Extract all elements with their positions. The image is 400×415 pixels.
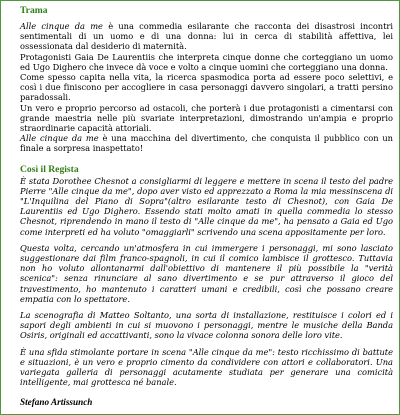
trama-paragraph-1 bbox=[20, 21, 393, 52]
trama-paragraph-1-text: è una commedia esilarante che racconta dei disastrosi incontri sentimentali di un uomo e di una donna: lui in cerca di stabilità affettiva, lei ossessionata dal desiderio di maternità. bbox=[20, 21, 394, 52]
regista-paragraph-1: È stata Dorothee Chesnot a consigliarmi di leggere e mettere in scena il testo del padre Pierre "Alle cinque da me", dopo aver visto ed apprezzato a Roma la mia messinscena di "L'Inquilina del Piano di Sopra"(altro esilarante testo di Chesnot), con Gaia De Laurentiis ed Ugo Dighero. Essendo stati molto amati in quella commedia lo stesso Chesnot, riprendendo in mano il testo di "Alle cinque da me", ha pensato a Gaia ed Ugo come interpreti ed ha voluto "omaggiarli" scrivendo una scena appositamente per loro. bbox=[20, 175, 393, 237]
title-reference: Alle cinque da me bbox=[20, 21, 103, 31]
trama-paragraph-2: Protagonisti Gaia De Laurentiis che interpreta cinque donne che corteggiano un uomo ed Ugo Dighero che invece dà voce e volto a cinque uomini che corteggiano una donna. bbox=[20, 51, 393, 72]
trama-paragraph-4: Un vero e proprio percorso ad ostacoli, che porterà i due protagonisti a cimentarsi con grande maestria nelle più svariate interpretazioni, dimostrando un'ampia e proprio straordinarie capacità attoriali. bbox=[20, 102, 393, 134]
regista-paragraph-4: È una sfida stimolante portare in scena "Alle cinque da me": testo ricchissimo di battute e situazioni, è un vero e proprio cimento da condividere con attori e collaboratori. Una variegata galleria di personaggi acutamente studiata per generare una comicità intelligente, mai grottesca né banale. bbox=[20, 346, 393, 388]
trama-paragraph-5-text: è una macchina del divertimento, che conquista il pubblico con un finale a sorpresa inaspettato! bbox=[20, 133, 393, 154]
regista-paragraph-2: Questa volta, cercando un'atmosfera in cui immergere i personaggi, mi sono lasciato suggestionare dai film franco-spagnoli, in cui il comico lambisce il grottesco. Tuttavia non ho voluto allontanarmi dall'obiettivo di mantenere il più possibile la "verità scenica": senza rinunciare al sano divertimento e se pur attraverso il gioco del travestimento, ho mantenuto i caratteri umani e credibili, così che possano creare empatia con lo spettatore. bbox=[20, 242, 393, 304]
regista-paragraph-3: La scenografia di Matteo Soltanto, una sorta di installazione, restituisce i colori ed i sapori degli ambienti in cui si muovono i personaggi, mentre le musiche della Banda Osiris, originali ed accattivanti, sono la vivace colonna sonora delle loro vite. bbox=[20, 310, 393, 341]
regista-section bbox=[20, 164, 393, 407]
director-signature: Stefano Artissunch bbox=[20, 396, 93, 407]
regista-heading: Così il Regista bbox=[20, 163, 79, 175]
section-spacer bbox=[20, 154, 393, 164]
trama-heading: Trama bbox=[20, 5, 48, 16]
trama-paragraph-5 bbox=[20, 133, 393, 153]
content bbox=[1, 1, 399, 407]
trama-paragraph-3: Come spesso capita nella vita, la ricerca spasmodica porta ad essere poco selettivi, e così i due finiscono per accogliere in casa personaggi davvero singolari, a tratti persino paradossali. bbox=[20, 72, 393, 103]
title-reference: Alle cinque da me bbox=[20, 133, 99, 144]
trama-section bbox=[20, 5, 393, 154]
